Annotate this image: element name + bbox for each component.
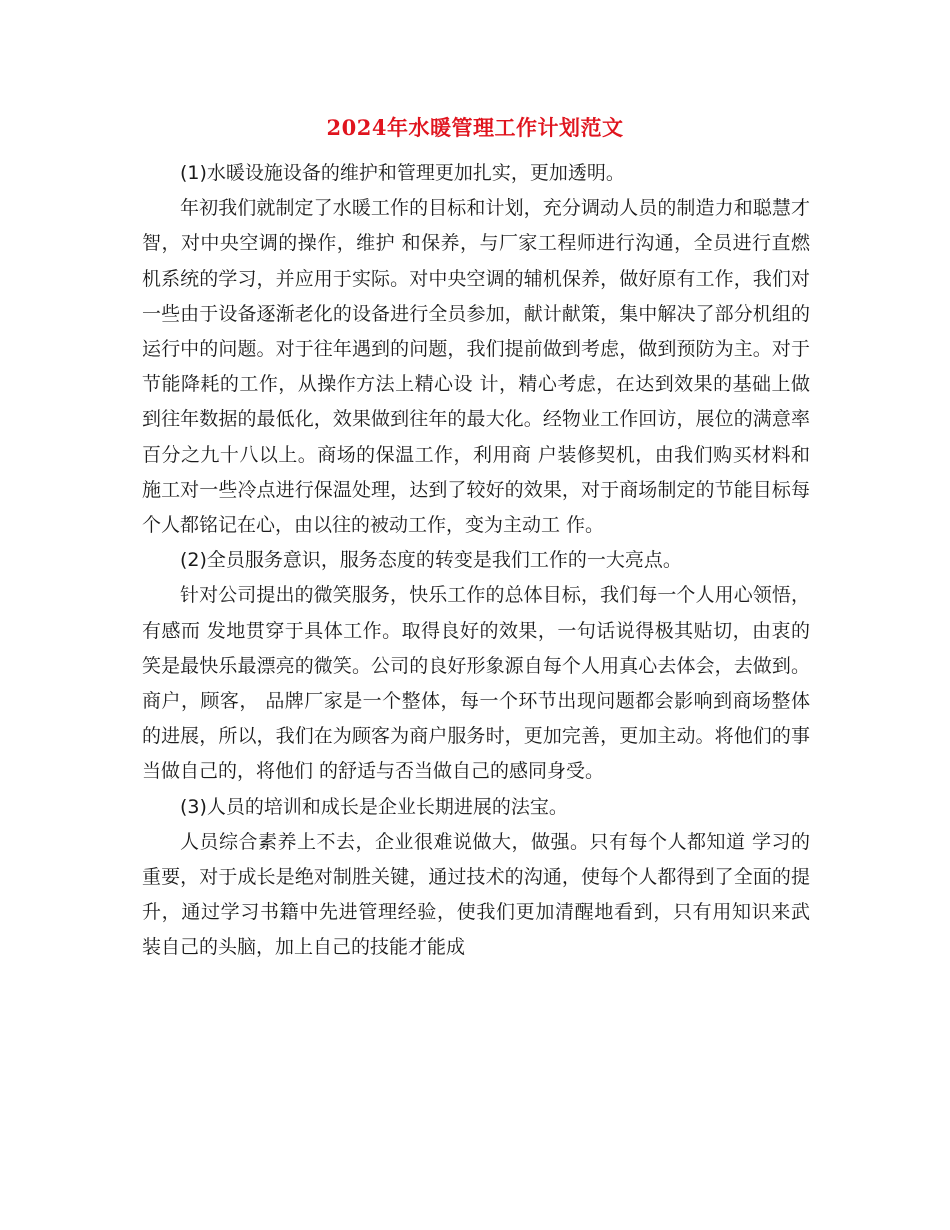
paragraph: 针对公司提出的微笑服务，快乐工作的总体目标，我们每一个人用心领悟，有感而 发地贯穿于具体工作。取得良好的效果，一句话说得极其贴切，由衷的笑是最快乐最漂亮的微笑。公司的良好形象源自每个人用真心去体会，去做到。商户，顾客， 品牌厂家是一个整体，每一个环节出现问题都会影响到商场整体的进展，所以，我们在为顾客为商户服务时，更加完善，更加主动。将他们的事当做自己的，将他们 的舒适与否当做自己的感同身受。 (142, 584, 810, 783)
paragraph: 人员综合素养上不去，企业很难说做大，做强。只有每个人都知道 学习的重要，对于成长是绝对制胜关键，通过技术的沟通，使每个人都得到了全面的提升，通过学习书籍中先进管理经验，使我们更加清醒地看到，只有用知识来武 装自己的头脑，加上自己的技能才能成 (142, 830, 810, 959)
paragraph-heading-3: (3)人员的培训和成长是企业长期进展的法宝。 (180, 795, 568, 818)
paragraph: 年初我们就制定了水暖工作的目标和计划，充分调动人员的制造力和聪慧才智，对中央空调的操作，维护 和保养，与厂家工程师进行沟通，全员进行直燃机系统的学习，并应用于实际。对中央空调的辅机保养，做好原有工作，我们对一些由于设备逐渐老化的设备进行全员参加，献计献策，集中解决了部分机组的运行中的问题。对于往年遇到的问题，我们提前做到考虑，做到预防为主。对于节能降耗的工作，从操作方法上精心设 计，精心考虑，在达到效果的基础上做到往年数据的最低化，效果做到往年的最大化。经物业工作回访，展位的满意率百分之九十八以上。商场的保温工作，利用商 户装修契机，由我们购买材料和施工对一些冷点进行保温处理，达到了较好的效果，对于商场制定的节能目标每个人都铭记在心，由以往的被动工作，变为主动工 作。 (142, 197, 810, 537)
document-title: 2024年水暖管理工作计划范文 (326, 115, 624, 140)
paragraph-heading-2: (2)全员服务意识，服务态度的转变是我们工作的一大亮点。 (180, 549, 682, 572)
document-body (142, 156, 810, 966)
paragraph-heading-1: (1)水暖设施设备的维护和管理更加扎实，更加透明。 (180, 162, 625, 184)
